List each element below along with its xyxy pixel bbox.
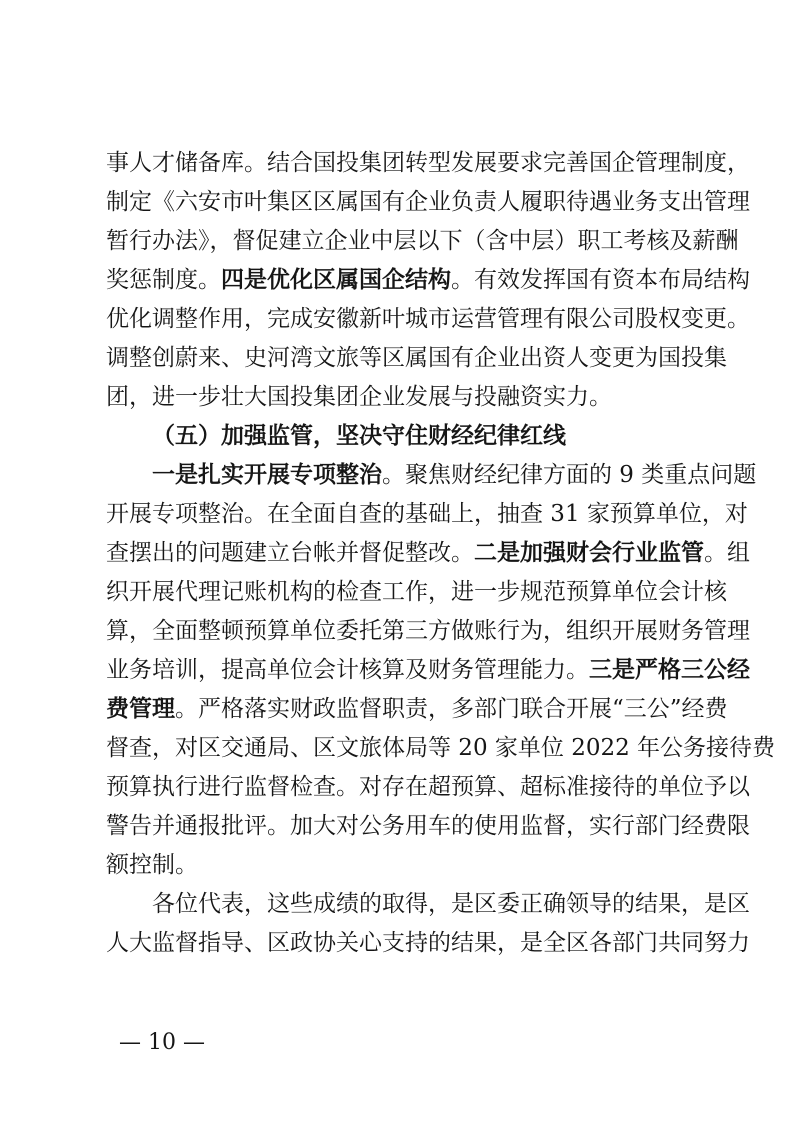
line-4-text-b: 。有效发挥国有资本布局结构 xyxy=(451,267,750,293)
line-15-text: 。严格落实财政监督职责，多部门联合开展“三公”经费 xyxy=(175,696,728,722)
line-11-text-a: 查摆出的问题建立台帐并督促整改。 xyxy=(106,540,474,566)
line-7-text: 团，进一步壮大国投集团企业发展与投融资实力。 xyxy=(106,384,612,410)
line-9-bold-phrase: 一是扎实开展专项整治 xyxy=(152,461,382,488)
line-10-text: 开展专项整治。在全面自查的基础上，抽查 31 家预算单位，对 xyxy=(106,501,748,527)
body-line-14 xyxy=(106,652,750,688)
line-13-text: 算，全面整顿预算单位委托第三方做账行为，组织开展财务管理 xyxy=(106,618,750,644)
body-line-13 xyxy=(106,613,750,649)
line-14-bold-phrase: 三是严格三公经 xyxy=(589,656,750,683)
line-9-text: 。聚焦财经纪律方面的 9 类重点问题 xyxy=(382,462,757,488)
body-line-12 xyxy=(106,574,727,610)
body-line-4 xyxy=(106,262,750,298)
line-18-text: 警告并通报批评。加大对公务用车的使用监督，实行部门经费限 xyxy=(106,813,750,839)
body-line-6 xyxy=(106,340,727,376)
line-4-bold-phrase: 四是优化区属国企结构 xyxy=(221,266,451,293)
line-6-text: 调整创蔚来、史河湾文旅等区属国有企业出资人变更为国投集 xyxy=(106,345,727,371)
body-line-17 xyxy=(106,769,750,805)
line-14-text: 业务培训，提高单位会计核算及财务管理能力。 xyxy=(106,657,589,683)
line-15-bold-phrase: 费管理 xyxy=(106,695,175,722)
page-number: — 10 — xyxy=(119,1030,205,1055)
section-heading xyxy=(152,418,690,454)
body-line-1 xyxy=(106,145,750,181)
line-12-text: 织开展代理记账机构的检查工作，进一步规范预算单位会计核 xyxy=(106,579,727,605)
section-heading-text: （五）加强监管，坚决守住财经纪律红线 xyxy=(152,422,566,449)
line-19-text: 额控制。 xyxy=(106,852,198,878)
line-2-text: 制定《六安市叶集区区属国有企业负责人履职待遇业务支出管理 xyxy=(106,189,750,215)
line-17-text: 预算执行进行监督检查。对存在超预算、超标准接待的单位予以 xyxy=(106,774,750,800)
line-11-bold-phrase: 二是加强财会行业监管 xyxy=(474,539,704,566)
body-line-9 xyxy=(152,457,757,493)
line-11-text-b: 。组 xyxy=(704,540,750,566)
line-3-text: 暂行办法》，督促建立企业中层以下（含中层）职工考核及薪酬 xyxy=(106,228,739,254)
body-line-21 xyxy=(106,925,750,961)
line-4-text-a: 奖惩制度。 xyxy=(106,267,221,293)
line-1-text: 事人才储备库。结合国投集团转型发展要求完善国企管理制度， xyxy=(106,150,750,176)
body-line-19 xyxy=(106,847,690,883)
body-line-16 xyxy=(106,730,776,766)
line-5-text: 优化调整作用，完成安徽新叶城市运营管理有限公司股权变更。 xyxy=(106,306,750,332)
body-line-5 xyxy=(106,301,750,337)
body-line-15 xyxy=(106,691,728,727)
body-line-20 xyxy=(152,886,750,922)
line-16-text: 督查，对区交通局、区文旅体局等 20 家单位 2022 年公务接待费 xyxy=(106,735,776,761)
body-line-11 xyxy=(106,535,750,571)
body-line-7 xyxy=(106,379,690,415)
line-21-text: 人大监督指导、区政协关心支持的结果，是全区各部门共同努力 xyxy=(106,930,750,956)
line-20-text: 各位代表，这些成绩的取得，是区委正确领导的结果，是区 xyxy=(152,891,750,917)
body-line-18 xyxy=(106,808,750,844)
body-line-10 xyxy=(106,496,748,532)
body-line-3 xyxy=(106,223,739,259)
body-line-2 xyxy=(106,184,750,220)
